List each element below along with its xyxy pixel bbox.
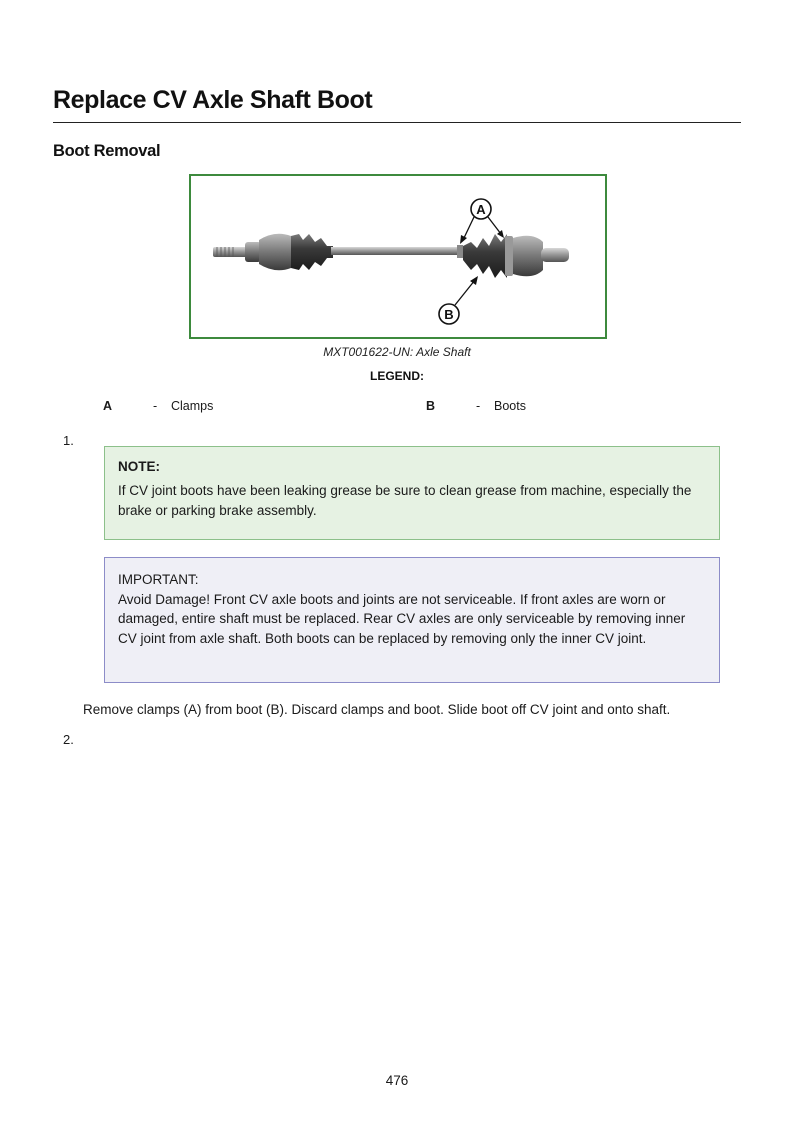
legend-key-a: A: [103, 399, 113, 413]
legend-dash-b: -: [476, 399, 481, 413]
note-box: [104, 446, 720, 540]
important-box: [104, 557, 720, 683]
legend-heading: LEGEND:: [370, 369, 424, 383]
note-heading: NOTE:: [118, 459, 160, 474]
note-text: If CV joint boots have been leaking grease be sure to clean grease from machine, especially the brake or parking brake assembly.: [118, 483, 692, 518]
page-number: 476: [385, 1073, 409, 1088]
legend-key-b: B: [426, 399, 436, 413]
important-heading: IMPORTANT:: [118, 572, 199, 587]
step-1-instruction: Remove clamps (A) from boot (B). Discard clamps and boot. Slide boot off CV joint and onto shaft.: [83, 702, 671, 717]
axle-shaft-illustration: [191, 176, 605, 337]
legend-desc-a: Clamps: [171, 399, 214, 413]
step-number-1: 1.: [63, 433, 74, 448]
axle-shaft-figure: [189, 174, 607, 339]
page-title: Replace CV Axle Shaft Boot: [53, 86, 373, 114]
legend-desc-b: Boots: [494, 399, 526, 413]
callout-a-label: A: [476, 202, 486, 217]
step-number-2: 2.: [63, 732, 74, 747]
important-text: Avoid Damage! Front CV axle boots and joints are not serviceable. If front axles are worn or damaged, entire shaft must be replaced. Rear CV axles are only serviceable by removing inner CV joint from axle shaft. Both boots can be replaced by removing only the inner CV joint.: [118, 591, 686, 646]
callout-b-label: B: [444, 307, 454, 322]
title-divider: [53, 122, 741, 123]
section-title: Boot Removal: [53, 142, 161, 160]
legend-dash-a: -: [153, 399, 158, 413]
figure-caption: MXT001622-UN: Axle Shaft: [323, 345, 471, 359]
